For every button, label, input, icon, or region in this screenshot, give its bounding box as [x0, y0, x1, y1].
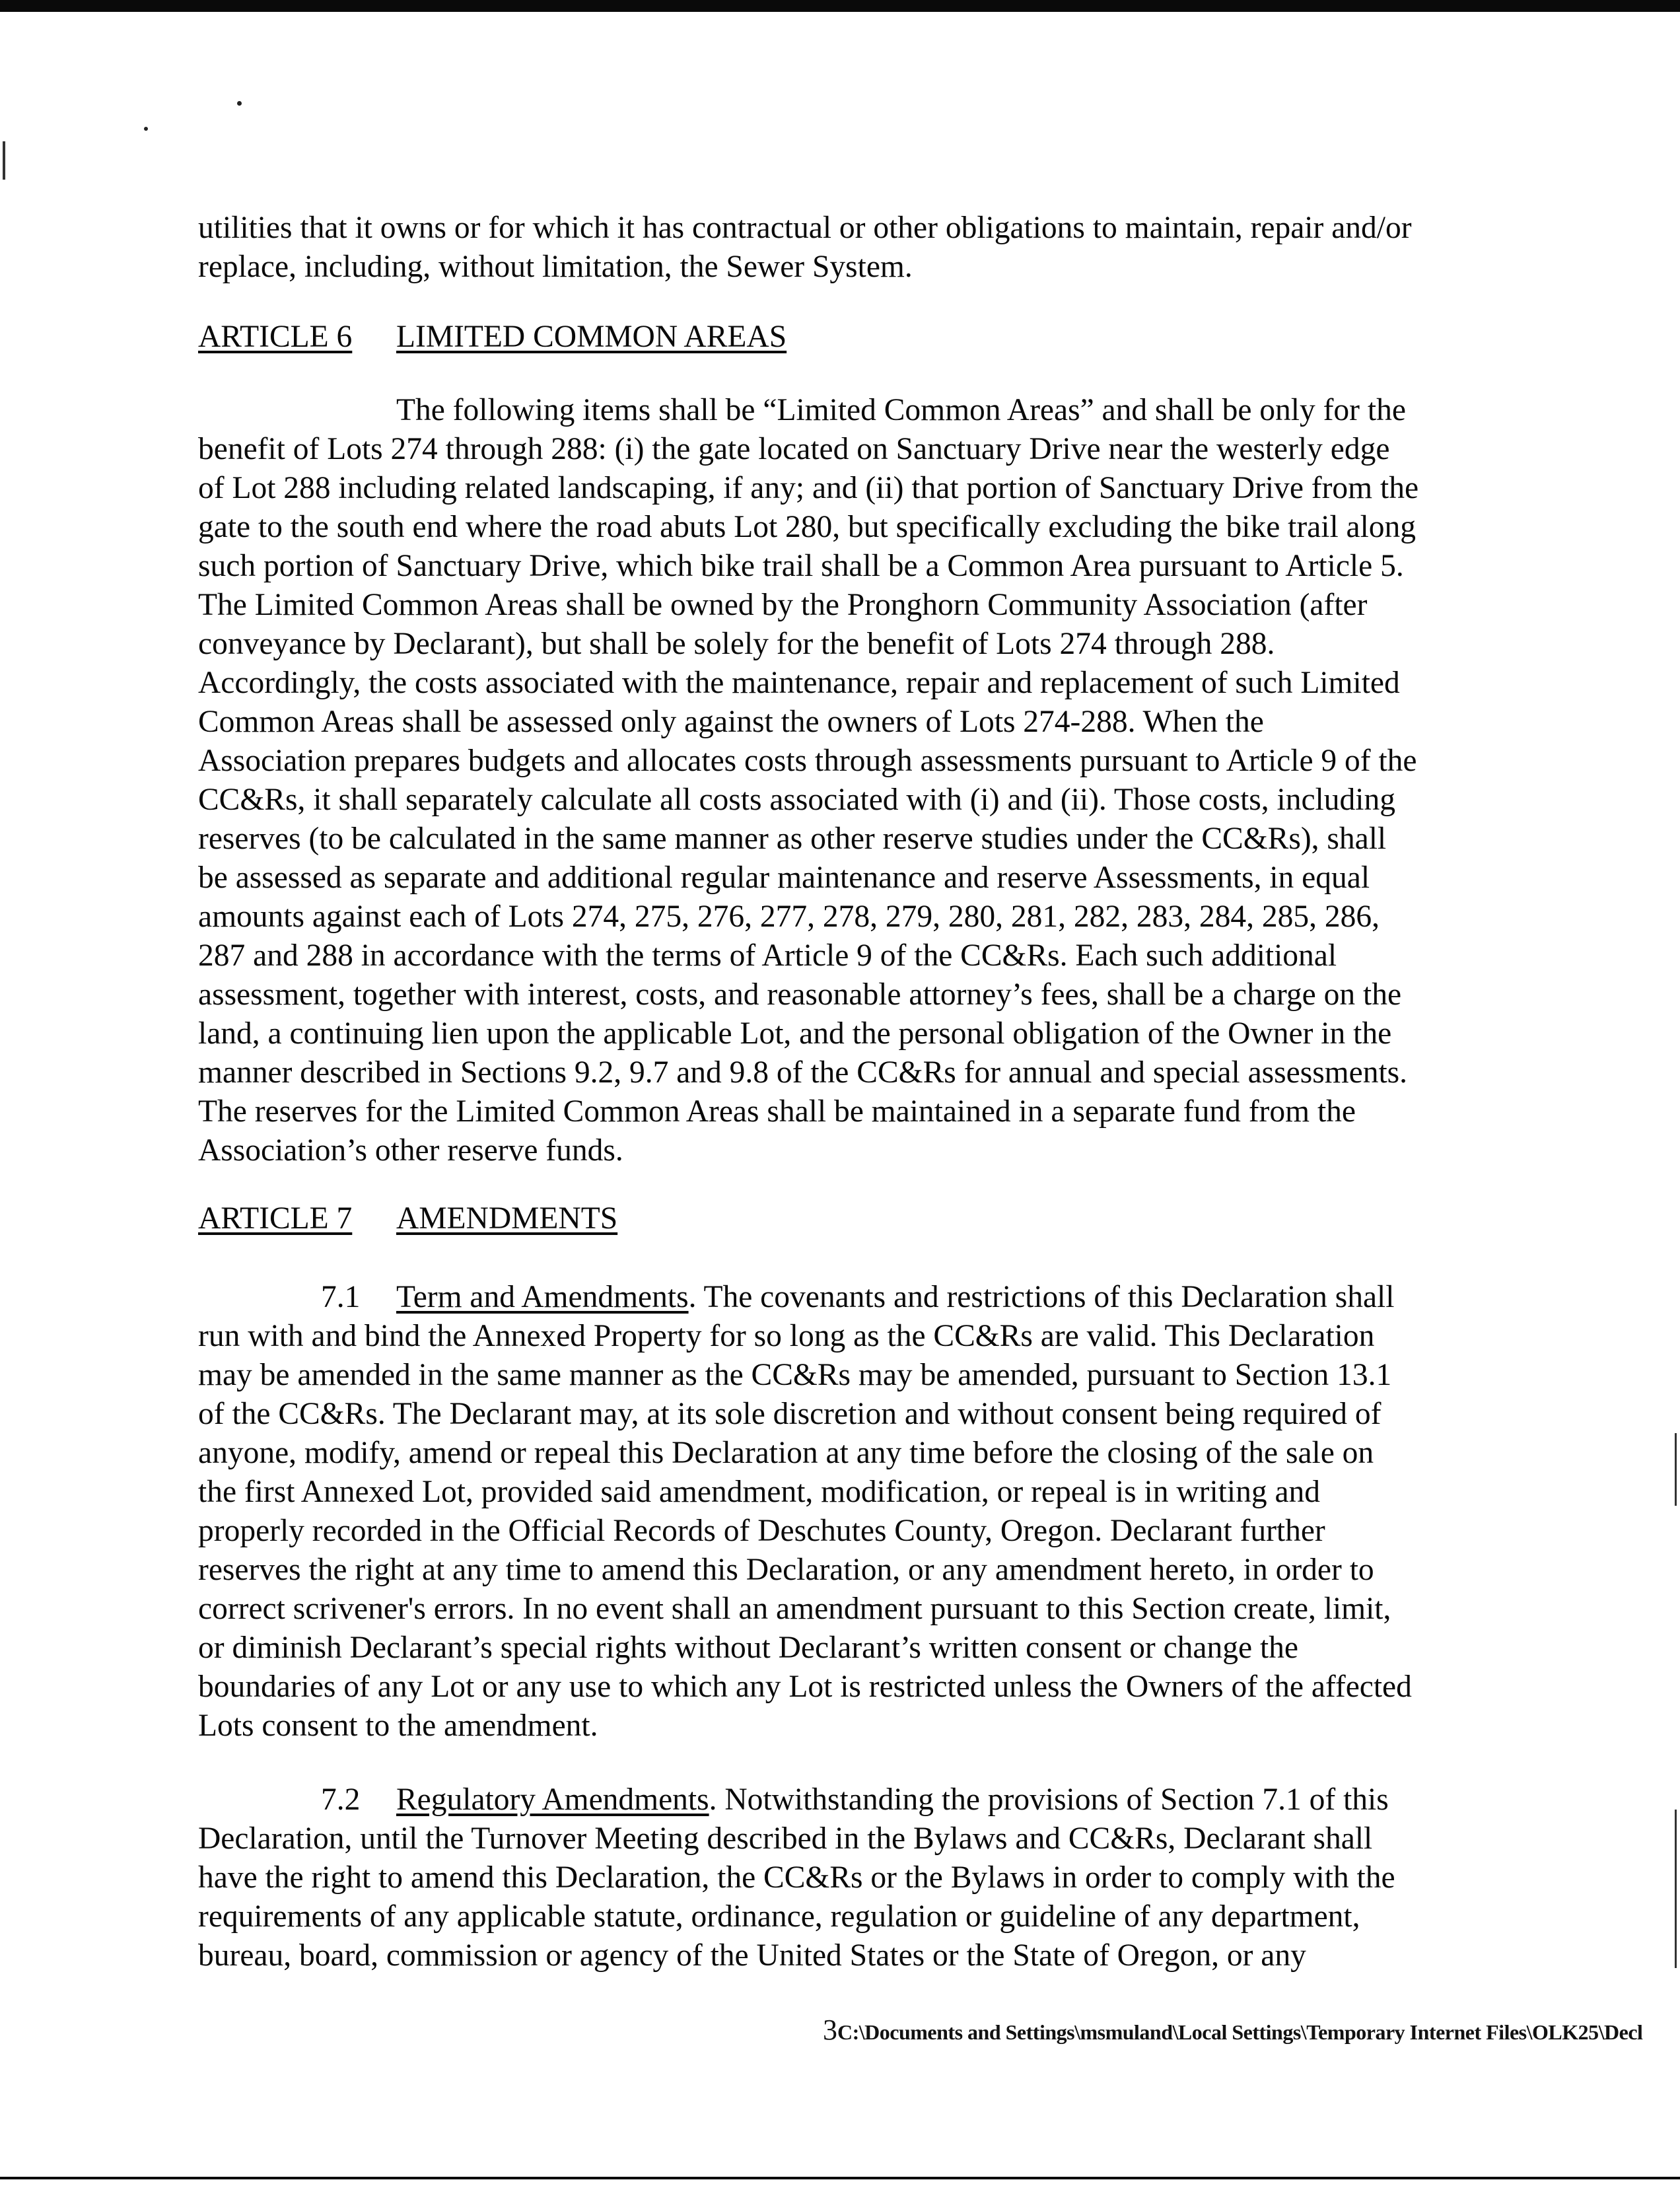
scan-edge-mark [1675, 1810, 1677, 1968]
text-line: of Lot 288 including related landscaping, if any; and (ii) that portion of Sanctuary Drive from the [198, 471, 1419, 505]
text-line: may be amended in the same manner as the CC&Rs may be amended, pursuant to Section 13.1 [198, 1358, 1392, 1392]
text-line: anyone, modify, amend or repeal this Declaration at any time before the closing of the sale on [198, 1436, 1374, 1470]
text-line: Accordingly, the costs associated with the maintenance, repair and replacement of such Limited [198, 666, 1400, 700]
text-line: gate to the south end where the road abuts Lot 280, but specifically excluding the bike trail along [198, 510, 1417, 544]
text-line: replace, including, without limitation, the Sewer System. [198, 250, 913, 284]
text-line [198, 1781, 1486, 1819]
text-line: such portion of Sanctuary Drive, which bike trail shall be a Common Area pursuant to Article 5. [198, 549, 1404, 583]
page-number: 3 [823, 2014, 837, 2046]
text-line: of the CC&Rs. The Declarant may, at its sole discretion and without consent being required of [198, 1397, 1382, 1431]
scan-edge-mark [3, 141, 5, 180]
article-number: ARTICLE 7 [198, 1201, 353, 1236]
article-title: LIMITED COMMON AREAS [396, 320, 787, 354]
scan-top-border [0, 0, 1680, 12]
text-line: land, a continuing lien upon the applicable Lot, and the personal obligation of the Owner in the [198, 1016, 1392, 1051]
section-title: Regulatory Amendments [396, 1782, 709, 1817]
article-6-heading [198, 318, 787, 357]
scan-speck [237, 101, 242, 106]
section-7-2-paragraph [198, 1781, 1486, 1975]
text-line: assessment, together with interest, costs, and reasonable attorney’s fees, shall be a charge on the [198, 977, 1402, 1012]
text-line: Lots consent to the amendment. [198, 1709, 598, 1743]
text-line: properly recorded in the Official Records of Deschutes County, Oregon. Declarant further [198, 1514, 1325, 1548]
page-footer [823, 2013, 1642, 2047]
scan-speck [144, 127, 148, 131]
text-line: have the right to amend this Declaration, the CC&Rs or the Bylaws in order to comply with the [198, 1860, 1395, 1895]
scan-bottom-border [0, 2177, 1680, 2179]
scan-edge-mark [1675, 1433, 1677, 1506]
text-line: Common Areas shall be assessed only against the owners of Lots 274-288. When the [198, 705, 1264, 739]
text-line: manner described in Sections 9.2, 9.7 and 9.8 of the CC&Rs for annual and special assessments. [198, 1055, 1408, 1090]
text-line: Association prepares budgets and allocates costs through assessments pursuant to Article 9 of the [198, 744, 1417, 778]
text-line: reserves the right at any time to amend this Declaration, or any amendment hereto, in order to [198, 1553, 1374, 1587]
article-7-heading [198, 1199, 617, 1238]
section-number: 7.1 [321, 1280, 361, 1314]
text-line: amounts against each of Lots 274, 275, 276, 277, 278, 279, 280, 281, 282, 283, 284, 285, 286, [198, 899, 1380, 934]
text-line: correct scrivener's errors. In no event shall an amendment pursuant to this Section create, limit, [198, 1592, 1391, 1626]
text-line [198, 1278, 1486, 1317]
text-line [198, 391, 1486, 430]
text-line-content: . The covenants and restrictions of this Declaration shall [688, 1280, 1395, 1314]
text-line: or diminish Declarant’s special rights without Declarant’s written consent or change the [198, 1631, 1298, 1665]
section-number: 7.2 [321, 1782, 361, 1817]
text-line: The Limited Common Areas shall be owned by the Pronghorn Community Association (after [198, 588, 1368, 622]
article-number: ARTICLE 6 [198, 320, 353, 354]
text-line: The reserves for the Limited Common Areas shall be maintained in a separate fund from the [198, 1094, 1356, 1129]
text-line: bureau, board, commission or agency of the United States or the State of Oregon, or any [198, 1938, 1306, 1973]
continuation-paragraph [198, 209, 1486, 287]
text-line: boundaries of any Lot or any use to which any Lot is restricted unless the Owners of the affected [198, 1670, 1412, 1704]
text-line: run with and bind the Annexed Property for so long as the CC&Rs are valid. This Declaration [198, 1319, 1375, 1353]
article-6-paragraph [198, 391, 1486, 1170]
section-7-1-paragraph [198, 1278, 1486, 1745]
text-line: requirements of any applicable statute, ordinance, regulation or guideline of any department, [198, 1899, 1360, 1934]
text-line: Association’s other reserve funds. [198, 1133, 623, 1168]
text-line: utilities that it owns or for which it has contractual or other obligations to maintain, repair and/or [198, 211, 1412, 245]
article-title: AMENDMENTS [396, 1201, 618, 1236]
footer-file-path: C:\Documents and Settings\msmuland\Local Settings\Temporary Internet Files\OLK25\Decl [837, 2020, 1643, 2044]
text-line-content: The following items shall be “Limited Common Areas” and shall be only for the [396, 393, 1406, 427]
text-line-content: . Notwithstanding the provisions of Section 7.1 of this [709, 1782, 1389, 1817]
text-line: be assessed as separate and additional regular maintenance and reserve Assessments, in equal [198, 861, 1370, 895]
text-line: 287 and 288 in accordance with the terms of Article 9 of the CC&Rs. Each such additional [198, 938, 1337, 973]
text-line: Declaration, until the Turnover Meeting described in the Bylaws and CC&Rs, Declarant shall [198, 1821, 1373, 1856]
text-line: the first Annexed Lot, provided said amendment, modification, or repeal is in writing and [198, 1475, 1321, 1509]
text-line: reserves (to be calculated in the same manner as other reserve studies under the CC&Rs), shall [198, 822, 1387, 856]
text-line: conveyance by Declarant), but shall be solely for the benefit of Lots 274 through 288. [198, 627, 1275, 661]
text-line: benefit of Lots 274 through 288: (i) the gate located on Sanctuary Drive near the westerly edge [198, 432, 1390, 466]
text-line: CC&Rs, it shall separately calculate all costs associated with (i) and (ii). Those costs, including [198, 783, 1395, 817]
section-title: Term and Amendments [396, 1280, 689, 1314]
